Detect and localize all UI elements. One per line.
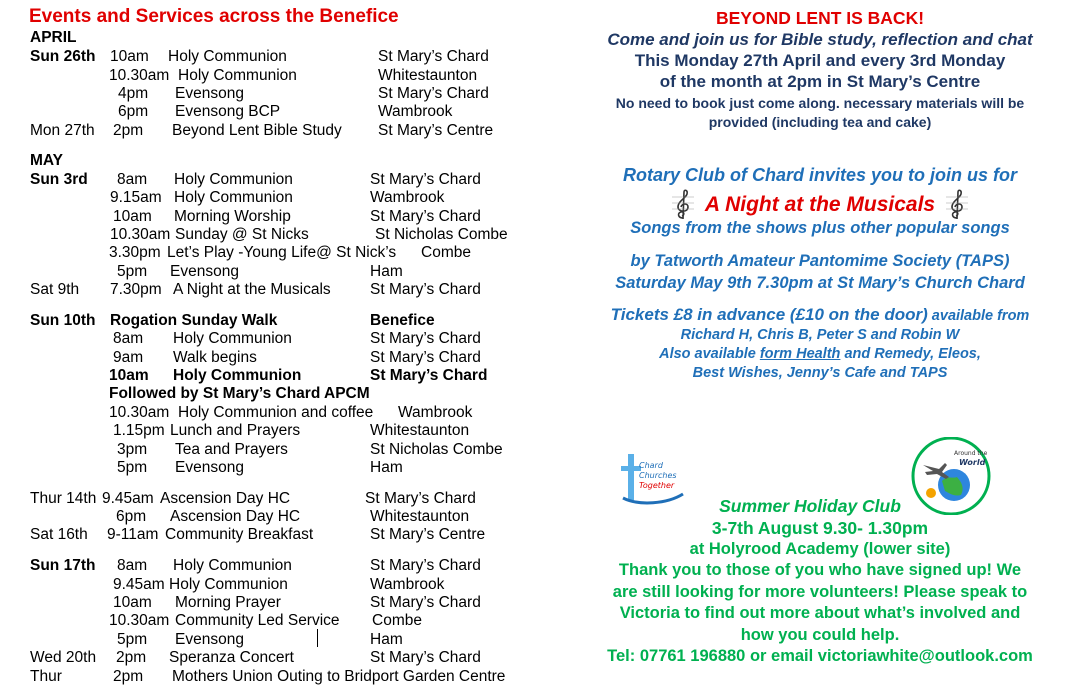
- event-date: Wed 20th: [30, 649, 97, 666]
- event-location: Ham: [370, 459, 403, 476]
- event-time: 3.30pm: [109, 244, 161, 261]
- event-location: St Nicholas Combe: [375, 226, 508, 243]
- event-time: 5pm: [117, 459, 148, 476]
- event-time: 10.30am: [109, 404, 170, 421]
- event-location: St Mary’s Centre: [378, 122, 494, 139]
- treble-clef-icon: [946, 188, 968, 222]
- event-description: Tea and Prayers: [175, 441, 288, 458]
- event-location: St Mary’s Chard: [370, 208, 481, 225]
- event-time: 9.45am: [102, 490, 154, 507]
- event-description: Let’s Play -Young Life@ St Nick’s: [167, 244, 397, 261]
- event-date: Thur: [30, 668, 62, 685]
- event-time: 9-11am: [107, 526, 159, 543]
- event-time: 10am: [113, 594, 152, 611]
- event-time: 10am: [109, 367, 149, 384]
- event-time: 2pm: [113, 668, 144, 685]
- rotary-section: [560, 164, 1078, 383]
- event-date: Sun 3rd: [30, 171, 88, 188]
- event-description: Ascension Day HC: [170, 508, 301, 525]
- event-time: 10.30am: [110, 226, 171, 243]
- beyond-lent-title: BEYOND LENT IS BACK!: [715, 8, 925, 28]
- event-description: Morning Worship: [174, 208, 291, 225]
- event-date: Thur 14th: [30, 490, 97, 507]
- event-location: St Mary’s Chard: [370, 367, 488, 384]
- event-location: St Nicholas Combe: [370, 441, 503, 458]
- logo-text-world: World: [959, 458, 986, 467]
- holiday-title: Summer Holiday Club: [719, 496, 901, 516]
- health-link[interactable]: form Health: [759, 346, 841, 362]
- treble-clef-icon: [672, 188, 694, 222]
- event-description: Evensong: [175, 459, 244, 476]
- tickets-available: available from: [927, 308, 1030, 324]
- event-location: St Mary’s Chard: [365, 490, 476, 507]
- event-time: Followed by St Mary’s Chard APCM: [109, 385, 370, 402]
- event-date: Sun 26th: [30, 48, 96, 65]
- event-description: Sunday @ St Nicks: [175, 226, 309, 243]
- musicals-title-row: [560, 188, 1078, 222]
- event-description: Evensong: [175, 631, 244, 648]
- event-description: Walk begins: [173, 349, 257, 366]
- event-description: Holy Communion: [169, 576, 288, 593]
- logo-text-around: Around the: [954, 450, 988, 457]
- event-time: 5pm: [117, 631, 148, 648]
- tickets-price: Tickets £8 in advance (£10 on the door): [610, 305, 928, 324]
- event-description: Morning Prayer: [175, 594, 281, 611]
- holiday-club-section: [560, 496, 1078, 668]
- event-time: 4pm: [118, 85, 149, 102]
- event-location: Whitestaunton: [370, 422, 470, 439]
- event-description: Holy Communion: [168, 48, 287, 65]
- logo-text-together: Together: [639, 481, 675, 490]
- event-location: Wambrook: [378, 103, 453, 120]
- event-location: St Mary’s Chard: [370, 349, 481, 366]
- event-description: Evensong: [175, 85, 244, 102]
- event-time: 9.15am: [110, 189, 162, 206]
- holiday-p3: Victoria to find out more about what’s involved and: [619, 604, 1021, 622]
- event-description: Beyond Lent Bible Study: [172, 122, 342, 139]
- event-location: St Mary’s Chard: [370, 594, 481, 611]
- event-location: Wambrook: [370, 576, 445, 593]
- event-description: Holy Communion: [174, 189, 293, 206]
- event-description: Ascension Day HC: [160, 490, 291, 507]
- event-time: 6pm: [118, 103, 149, 120]
- beyond-lent-line4: No need to book just come along. necessary materials will be: [615, 95, 1025, 111]
- beyond-lent-line3: of the month at 2pm in St Mary’s Centre: [659, 72, 981, 91]
- event-location: St Mary’s Chard: [370, 171, 481, 188]
- event-time: 10.30am: [109, 67, 170, 84]
- event-time: 6pm: [116, 508, 147, 525]
- event-location: Benefice: [370, 312, 435, 329]
- event-location: St Mary’s Chard: [370, 281, 481, 298]
- rotary-line6: Best Wishes, Jenny’s Cafe and TAPS: [692, 365, 948, 381]
- event-location: Combe: [372, 612, 422, 629]
- event-time: 9am: [113, 349, 144, 366]
- event-location: Whitestaunton: [378, 67, 478, 84]
- event-description: Holy Communion: [174, 171, 293, 188]
- holiday-dates: 3-7th August 9.30- 1.30pm: [711, 518, 929, 538]
- event-location: Ham: [370, 263, 403, 280]
- event-time: 7.30pm: [110, 281, 162, 298]
- events-title: Events and Services across the Benefice: [29, 6, 399, 27]
- beyond-lent-line1: Come and join us for Bible study, reflection and chat: [607, 30, 1033, 49]
- event-time: 10.30am: [109, 612, 170, 629]
- event-description: A Night at the Musicals: [173, 281, 331, 298]
- event-date: Mon 27th: [30, 122, 95, 139]
- event-description: Evensong BCP: [175, 103, 281, 120]
- event-time: 8am: [113, 330, 144, 347]
- event-time: 2pm: [116, 649, 147, 666]
- event-location: Wambrook: [370, 189, 445, 206]
- event-location: Ham: [370, 631, 403, 648]
- logo-text-chard: Chard: [639, 461, 663, 470]
- holiday-venue: at Holyrood Academy (lower site): [689, 540, 951, 558]
- event-location: Combe: [421, 244, 471, 261]
- event-description: Holy Communion and coffee: [178, 404, 374, 421]
- rotary-line2: Songs from the shows plus other popular songs: [630, 219, 1010, 237]
- rotary-line5: Richard H, Chris B, Peter S and Robin W: [680, 327, 960, 343]
- beyond-lent-line2: This Monday 27th April and every 3rd Monday: [634, 51, 1006, 70]
- holiday-p4: how you could help.: [740, 625, 900, 644]
- event-time: 2pm: [113, 122, 144, 139]
- event-date: Sun 10th: [30, 312, 96, 329]
- event-location: St Mary’s Chard: [370, 557, 481, 574]
- also-post: and Remedy, Eleos,: [840, 346, 981, 362]
- also-pre: Also available: [659, 346, 760, 362]
- event-time: 3pm: [117, 441, 148, 458]
- month-april: APRIL: [30, 29, 77, 46]
- rotary-line4: Saturday May 9th 7.30pm at St Mary’s Church Chard: [615, 274, 1025, 292]
- holiday-contact: Tel: 07761 196880 or email victoriawhite@outlook.com: [607, 647, 1033, 665]
- event-time: 8am: [117, 557, 148, 574]
- event-date: Sat 9th: [30, 281, 80, 298]
- beyond-lent-section: [560, 8, 1078, 132]
- event-time: 9.45am: [113, 576, 165, 593]
- event-description: Speranza Concert: [169, 649, 294, 666]
- event-date: Sat 16th: [30, 526, 88, 543]
- holiday-p2: are still looking for more volunteers! Please speak to: [612, 582, 1028, 601]
- event-description: Holy Communion: [173, 557, 292, 574]
- event-location: Wambrook: [398, 404, 473, 421]
- event-time: 10am: [110, 48, 149, 65]
- rotary-line1: Rotary Club of Chard invites you to join us for: [622, 165, 1017, 185]
- tickets-line: [560, 305, 1078, 326]
- event-description: Holy Communion: [173, 367, 302, 384]
- event-description: Holy Communion: [173, 330, 292, 347]
- event-description: Holy Communion: [178, 67, 297, 84]
- rotary-line3: by Tatworth Amateur Pantomime Society (TAPS): [630, 252, 1010, 270]
- event-description: Evensong: [170, 263, 239, 280]
- event-time: Rogation Sunday Walk: [110, 312, 278, 329]
- event-description: Community Led Service: [175, 612, 340, 629]
- event-description: Community Breakfast: [165, 526, 314, 543]
- event-time: 1.15pm: [113, 422, 165, 439]
- event-description: Lunch and Prayers: [170, 422, 301, 439]
- event-location: St Mary’s Chard: [378, 85, 489, 102]
- also-available-line: [560, 345, 1078, 364]
- cursor-mark: [317, 629, 318, 647]
- month-may: MAY: [30, 152, 64, 169]
- event-date: Sun 17th: [30, 557, 96, 574]
- event-time: 5pm: [117, 263, 148, 280]
- event-description: Mothers Union Outing to Bridport Garden Centre: [172, 668, 506, 685]
- event-location: St Mary’s Chard: [370, 330, 481, 347]
- event-location: St Mary’s Centre: [370, 526, 486, 543]
- musicals-title: A Night at the Musicals: [704, 193, 936, 216]
- logo-text-churches: Churches: [639, 471, 677, 480]
- event-time: 8am: [117, 171, 148, 188]
- event-location: St Mary’s Chard: [370, 649, 481, 666]
- holiday-p1: Thank you to those of you who have signed up! We: [618, 561, 1022, 579]
- beyond-lent-line5: provided (including tea and cake): [708, 114, 932, 130]
- event-time: 10am: [113, 208, 152, 225]
- event-location: St Mary’s Chard: [378, 48, 489, 65]
- event-location: Whitestaunton: [370, 508, 470, 525]
